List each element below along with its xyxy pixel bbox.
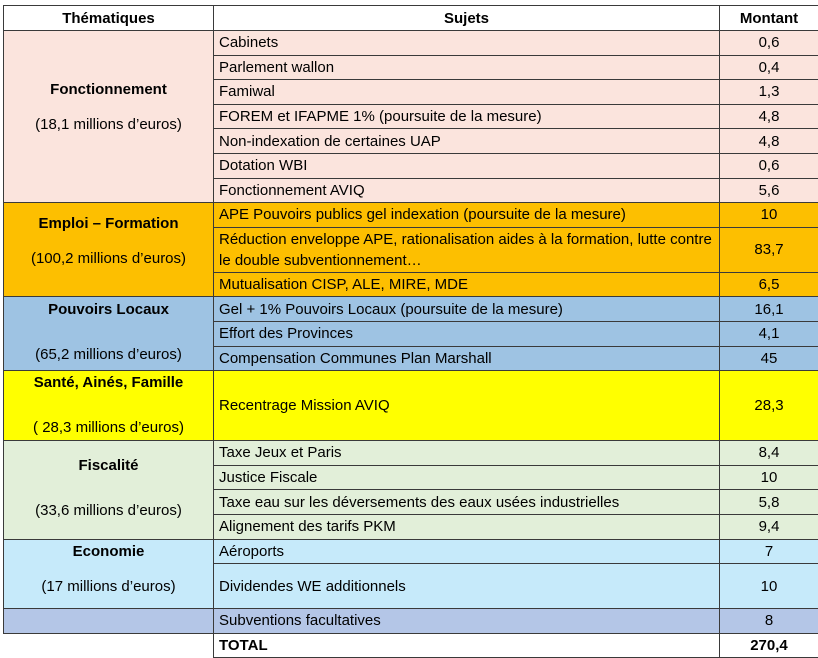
subject-cell: FOREM et IFAPME 1% (poursuite de la mesure) bbox=[214, 104, 720, 129]
amount-cell: 4,8 bbox=[720, 129, 818, 154]
subject-cell: Alignement des tarifs PKM bbox=[214, 514, 720, 539]
amount-cell: 16,1 bbox=[720, 297, 818, 322]
amount-cell: 83,7 bbox=[720, 227, 818, 272]
table-row bbox=[4, 539, 818, 564]
theme-title: Pouvoirs Locaux bbox=[48, 301, 169, 319]
header-subject: Sujets bbox=[214, 6, 720, 31]
subject-cell: Fonctionnement AVIQ bbox=[214, 178, 720, 203]
theme-subtitle: ( 28,3 millions d’euros) bbox=[33, 419, 184, 437]
amount-cell: 0,6 bbox=[720, 31, 818, 56]
theme-title: Fiscalité bbox=[78, 457, 139, 475]
subject-cell: Recentrage Mission AVIQ bbox=[214, 371, 720, 441]
subject-cell: Dividendes WE additionnels bbox=[214, 564, 720, 609]
theme-title: Economie bbox=[72, 542, 145, 560]
subject-cell: APE Pouvoirs publics gel indexation (poursuite de la mesure) bbox=[214, 203, 720, 228]
amount-cell: 7 bbox=[720, 539, 818, 564]
amount-cell: 10 bbox=[720, 203, 818, 228]
amount-cell: 6,5 bbox=[720, 272, 818, 297]
theme-title: Santé, Ainés, Famille bbox=[33, 374, 184, 392]
subject-cell: Dotation WBI bbox=[214, 153, 720, 178]
theme-cell-fiscalite bbox=[4, 441, 214, 539]
amount-cell: 5,6 bbox=[720, 178, 818, 203]
amount-cell: 0,4 bbox=[720, 55, 818, 80]
amount-cell: 28,3 bbox=[720, 371, 818, 441]
subject-cell: Cabinets bbox=[214, 31, 720, 56]
total-label: TOTAL bbox=[214, 633, 720, 658]
subject-cell: Mutualisation CISP, ALE, MIRE, MDE bbox=[214, 272, 720, 297]
budget-table bbox=[3, 5, 818, 658]
table-row bbox=[4, 297, 818, 322]
total-amount: 270,4 bbox=[720, 633, 818, 658]
table-row bbox=[4, 371, 818, 441]
subject-cell: Effort des Provinces bbox=[214, 321, 720, 346]
subject-cell: Taxe Jeux et Paris bbox=[214, 441, 720, 466]
theme-title: Emploi – Formation bbox=[38, 215, 179, 233]
amount-cell: 1,3 bbox=[720, 80, 818, 105]
theme-cell-pouvoirs bbox=[4, 297, 214, 371]
amount-cell: 4,1 bbox=[720, 321, 818, 346]
table-row bbox=[4, 609, 818, 634]
header-row bbox=[4, 6, 818, 31]
table-row bbox=[4, 441, 818, 466]
amount-cell: 9,4 bbox=[720, 514, 818, 539]
subject-cell: Compensation Communes Plan Marshall bbox=[214, 346, 720, 371]
theme-cell-sante bbox=[4, 371, 214, 441]
theme-subtitle: (17 millions d’euros) bbox=[41, 577, 176, 595]
theme-subtitle: (100,2 millions d’euros) bbox=[30, 250, 187, 268]
theme-cell-economie bbox=[4, 539, 214, 609]
theme-subtitle: (65,2 millions d’euros) bbox=[35, 346, 182, 364]
total-row bbox=[4, 633, 818, 658]
subject-cell: Famiwal bbox=[214, 80, 720, 105]
theme-subtitle: (18,1 millions d’euros) bbox=[35, 116, 182, 133]
header-theme: Thématiques bbox=[4, 6, 214, 31]
subject-cell: Réduction enveloppe APE, rationalisation aides à la formation, lutte contre le double subventionnement… bbox=[214, 227, 720, 272]
subject-cell: Aéroports bbox=[214, 539, 720, 564]
subject-cell: Gel + 1% Pouvoirs Locaux (poursuite de la mesure) bbox=[214, 297, 720, 322]
total-empty-cell bbox=[4, 633, 214, 658]
amount-cell: 4,8 bbox=[720, 104, 818, 129]
theme-subtitle: (33,6 millions d’euros) bbox=[35, 502, 182, 520]
theme-cell-emploi bbox=[4, 203, 214, 297]
subject-cell: Taxe eau sur les déversements des eaux usées industrielles bbox=[214, 490, 720, 515]
header-amount: Montant bbox=[720, 6, 818, 31]
amount-cell: 0,6 bbox=[720, 153, 818, 178]
amount-cell: 10 bbox=[720, 465, 818, 490]
table-row bbox=[4, 31, 818, 56]
theme-cell-fonctionnement bbox=[4, 31, 214, 203]
amount-cell: 5,8 bbox=[720, 490, 818, 515]
table-row bbox=[4, 203, 818, 228]
theme-cell-empty bbox=[4, 609, 214, 634]
theme-title: Fonctionnement bbox=[50, 81, 167, 98]
subject-cell: Justice Fiscale bbox=[214, 465, 720, 490]
amount-cell: 45 bbox=[720, 346, 818, 371]
subject-cell: Non-indexation de certaines UAP bbox=[214, 129, 720, 154]
amount-cell: 10 bbox=[720, 564, 818, 609]
subject-cell: Subventions facultatives bbox=[214, 609, 720, 634]
amount-cell: 8,4 bbox=[720, 441, 818, 466]
amount-cell: 8 bbox=[720, 609, 818, 634]
subject-cell: Parlement wallon bbox=[214, 55, 720, 80]
